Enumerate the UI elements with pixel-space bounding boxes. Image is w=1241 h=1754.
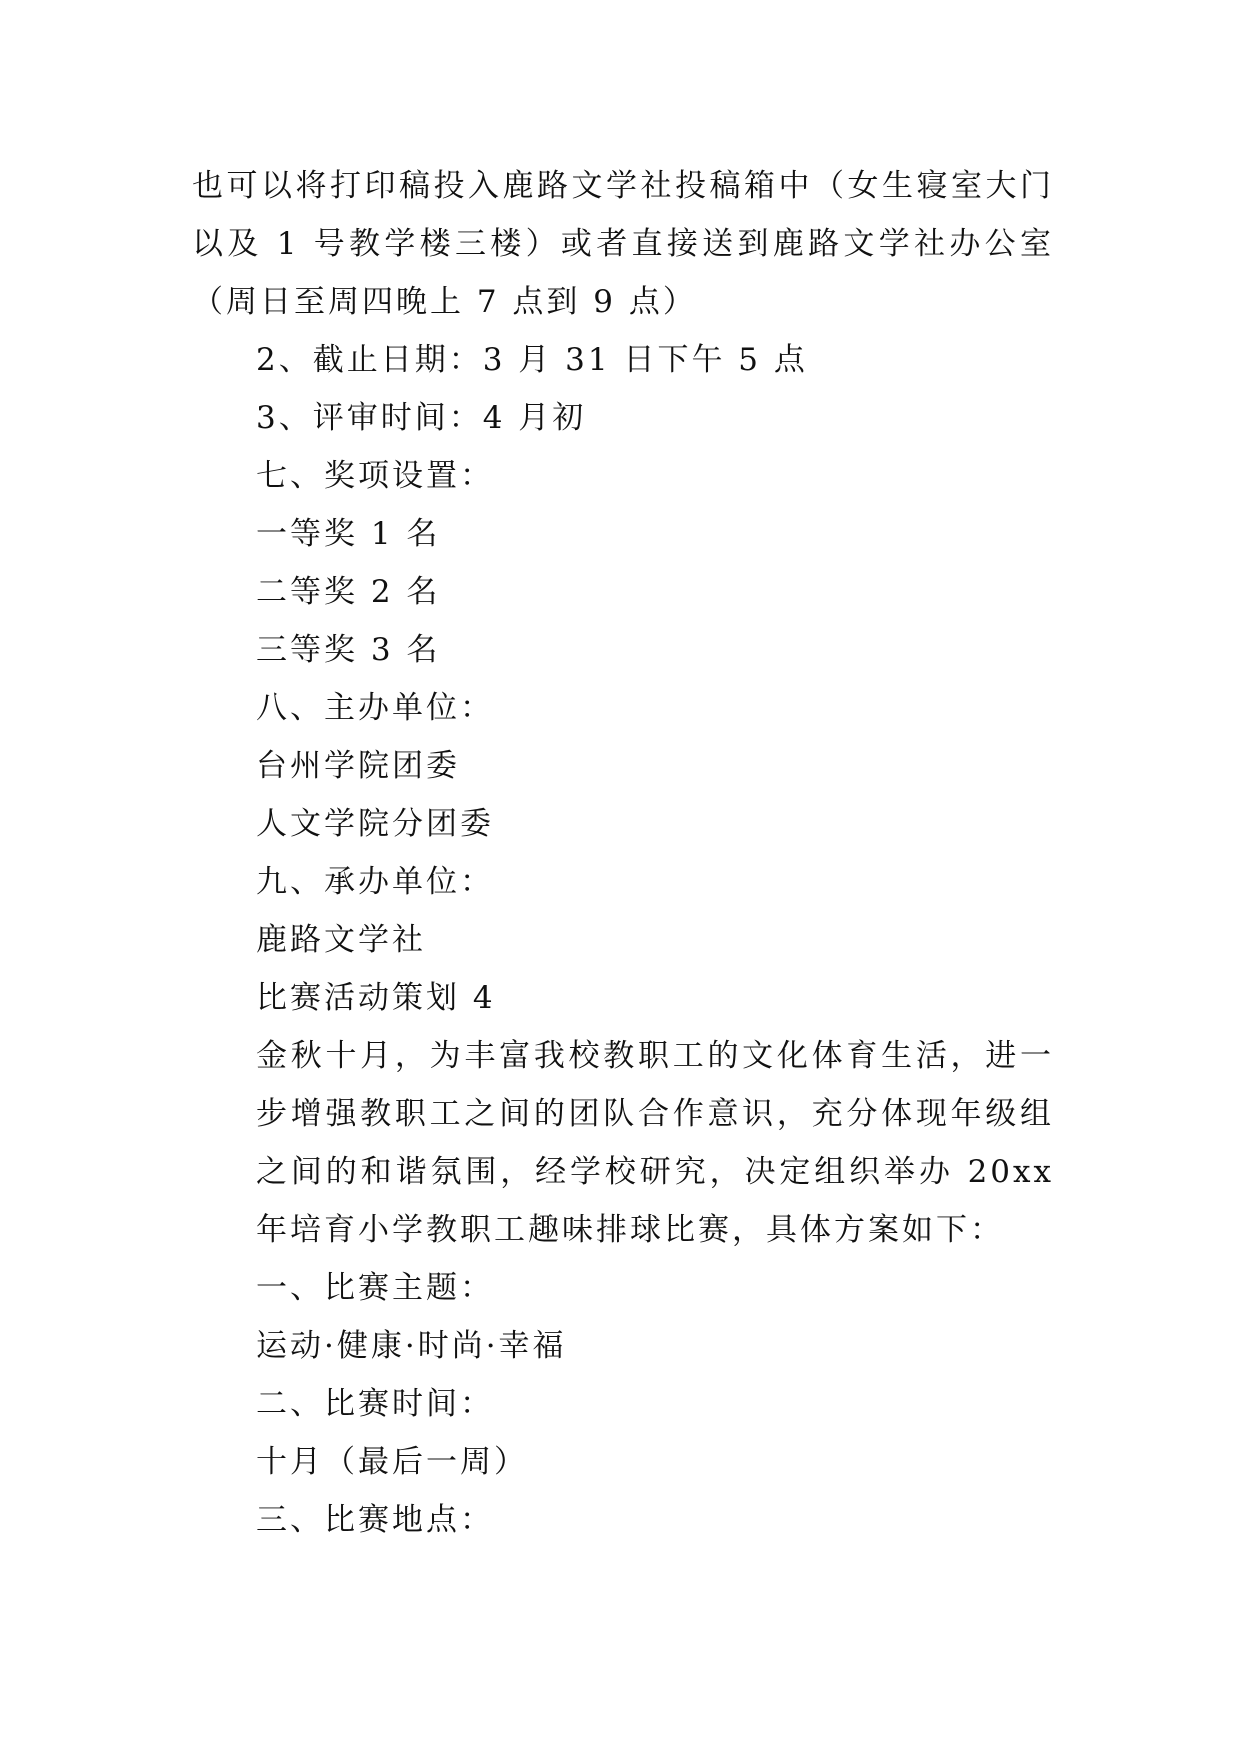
award-second-prize: 二等奖 2 名	[256, 574, 441, 610]
award-third-prize: 三等奖 3 名	[256, 632, 441, 668]
time-text: 十月（最后一周）	[256, 1444, 528, 1480]
document-body	[192, 157, 1054, 1549]
organizer-item-2: 人文学院分团委	[256, 806, 494, 842]
paragraph-deadline: 2、截止日期：3 月 31 日下午 5 点	[256, 342, 808, 378]
organizer-item-1: 台州学院团委	[256, 748, 460, 784]
heading-organizer: 八、主办单位：	[256, 690, 494, 726]
co-organizer-item: 鹿路文学社	[256, 922, 426, 958]
paragraph-review-time: 3、评审时间：4 月初	[256, 400, 587, 436]
section-title-plan-4: 比赛活动策划 4	[256, 980, 496, 1016]
paragraph-submission-note: 也可以将打印稿投入鹿路文学社投稿箱中（女生寝室大门以及 1 号教学楼三楼）或者直接送到鹿路文学社办公室（周日至周四晚上 7 点到 9 点）	[192, 168, 1054, 320]
award-first-prize: 一等奖 1 名	[256, 516, 441, 552]
heading-co-organizer: 九、承办单位：	[256, 864, 494, 900]
heading-awards: 七、奖项设置：	[256, 458, 494, 494]
heading-location: 三、比赛地点：	[256, 1502, 494, 1538]
heading-time: 二、比赛时间：	[256, 1386, 494, 1422]
heading-theme: 一、比赛主题：	[256, 1270, 494, 1306]
theme-text: 运动·健康·时尚·幸福	[256, 1328, 567, 1364]
paragraph-introduction: 金秋十月，为丰富我校教职工的文化体育生活，进一步增强教职工之间的团队合作意识，充分体现年级组之间的和谐氛围，经学校研究，决定组织举办 20xx 年培育小学教职工趣味排球比赛，具体方案如下：	[256, 1038, 1054, 1248]
